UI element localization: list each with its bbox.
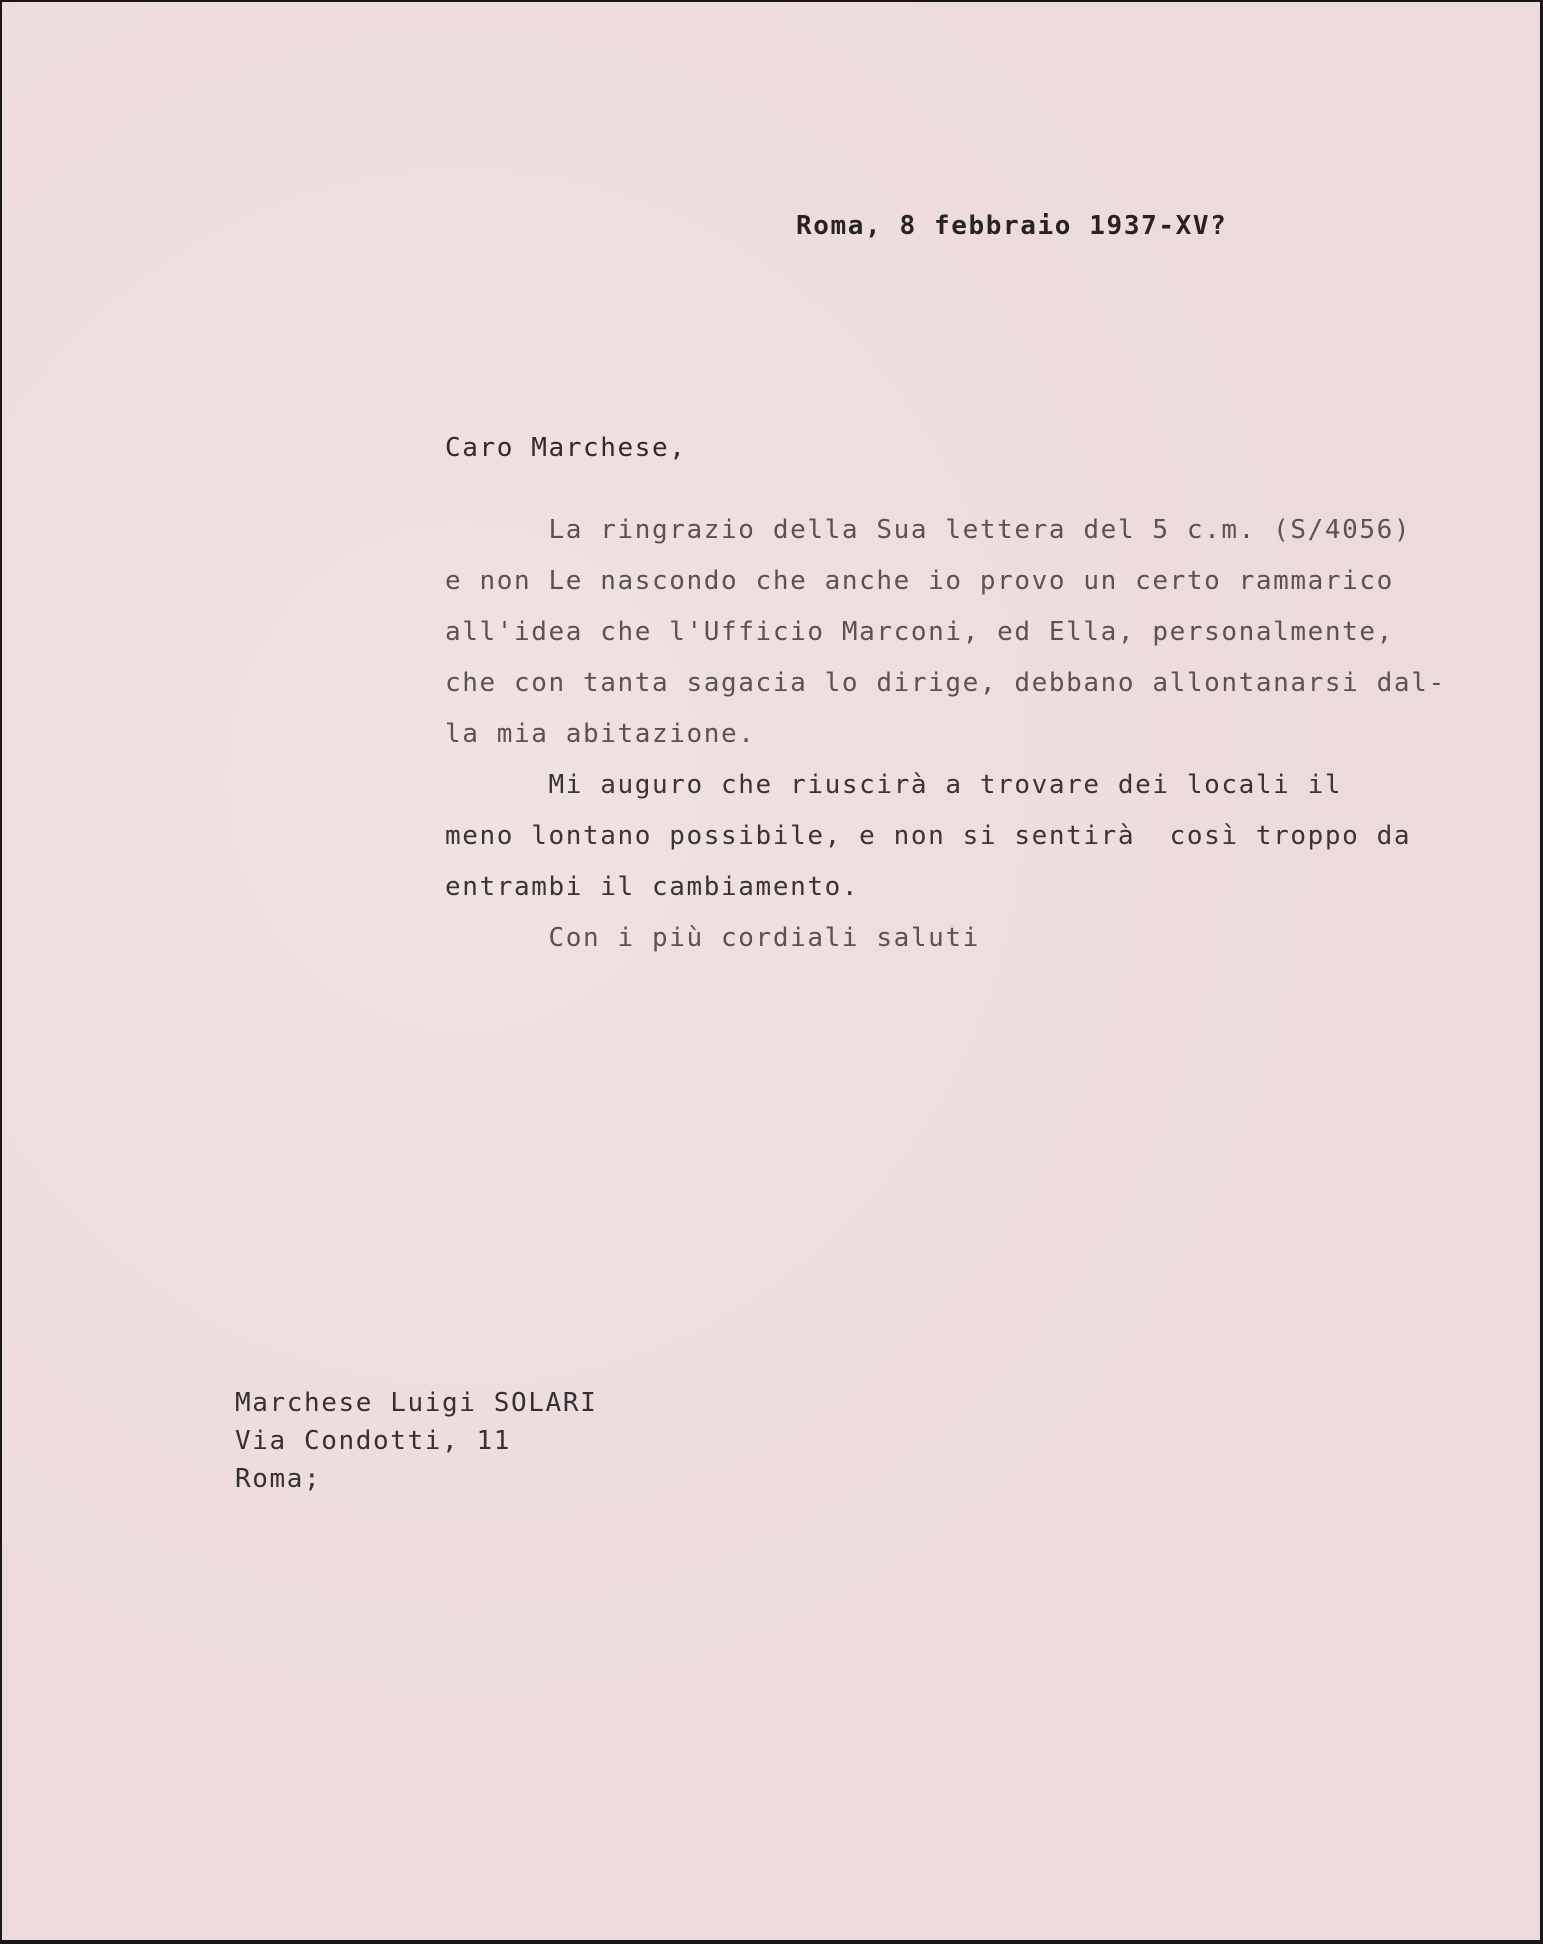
closing-line: Con i più cordiali saluti — [445, 923, 980, 953]
body-line: che con tanta sagacia lo dirige, debbano allontanarsi dal- — [445, 668, 1446, 698]
recipient-city: Roma; — [235, 1464, 322, 1494]
body-line: all'idea che l'Ufficio Marconi, ed Ella, personalmente, — [445, 617, 1394, 647]
body-line: entrambi il cambiamento. — [445, 872, 860, 902]
recipient-street: Via Condotti, 11 — [235, 1426, 512, 1456]
recipient-name: Marchese Luigi SOLARI — [235, 1388, 598, 1418]
salutation: Caro Marchese, — [445, 433, 687, 463]
body-line: e non Le nascondo che anche io provo un certo rammarico — [445, 566, 1394, 596]
body-line: La ringrazio della Sua lettera del 5 c.m. (S/4056) — [445, 515, 1412, 545]
watermark-show-through — [22, 962, 1082, 1152]
letter-page — [2, 2, 1540, 1940]
letter-date: Roma, 8 febbraio 1937-XV? — [796, 211, 1228, 241]
body-line: meno lontano possibile, e non si sentirà così troppo da — [445, 821, 1412, 851]
body-line: Mi auguro che riuscirà a trovare dei locali il — [445, 770, 1343, 800]
body-line: la mia abitazione. — [445, 719, 756, 749]
